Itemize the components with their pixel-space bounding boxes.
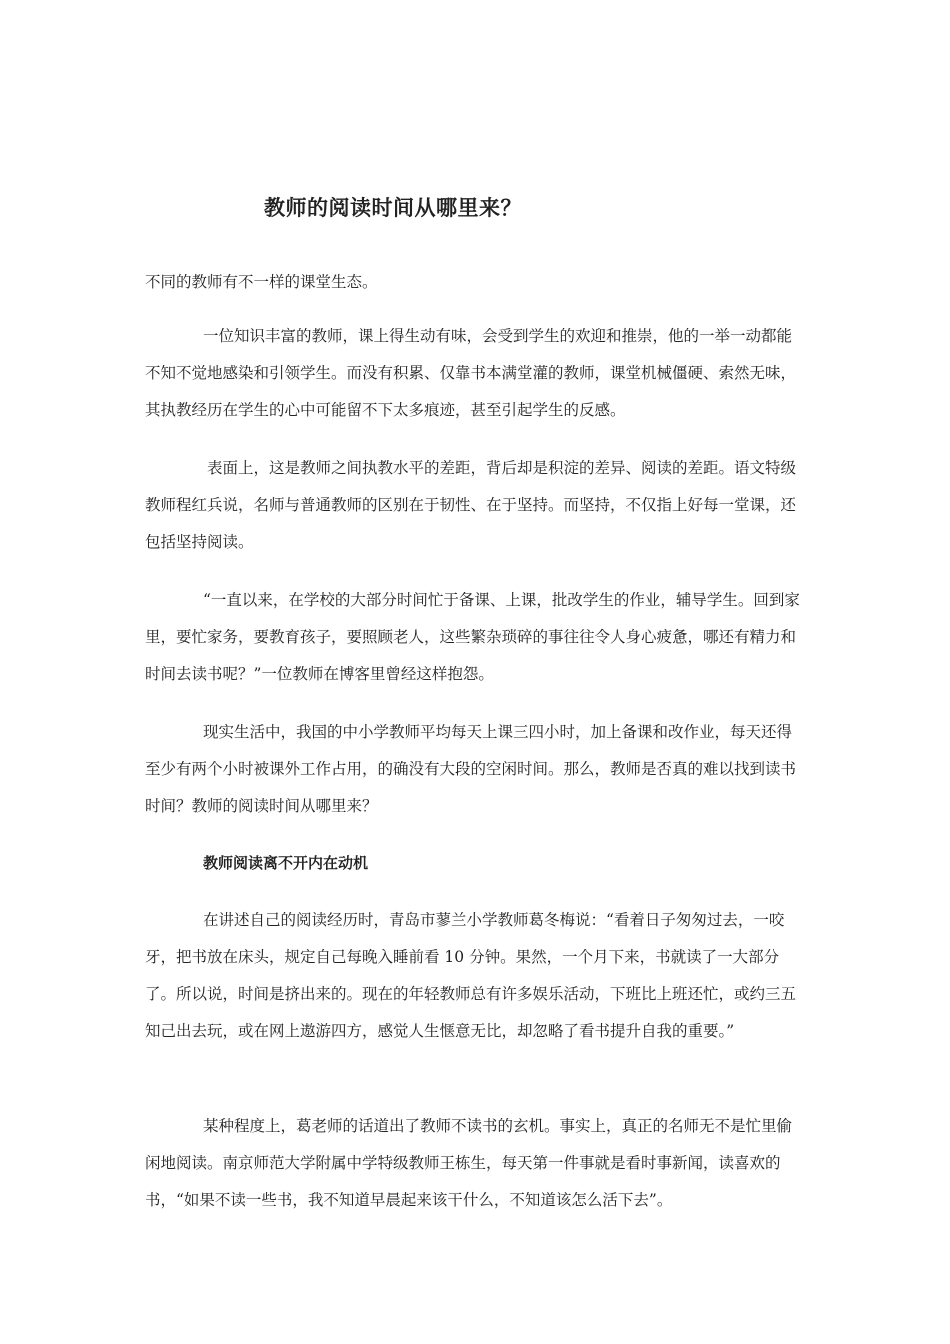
page-title: 教师的阅读时间从哪里来？ <box>264 196 522 220</box>
paragraph-5: 在讲述自己的阅读经历时，青岛市蓼兰小学教师葛冬梅说：“看着日子匆匆过去，一咬牙，把书放在床头，规定自己每晚入睡前看 10 分钟。果然，一个月下来，书就读了一大部分了。所以说，时间是挤出来的。现在的年轻教师总有许多娱乐活动，下班比上班还忙，或约三五知己出去玩，或在网上遨游四方，感觉人生惬意无比，却忽略了看书提升自我的重要。” <box>145 911 797 1040</box>
paragraph-4: 现实生活中，我国的中小学教师平均每天上课三四小时，加上备课和改作业，每天还得至少有两个小时被课外工作占用，的确没有大段的空闲时间。那么，教师是否真的难以找到读书时间？教师的阅读时间从哪里来？ <box>145 723 797 815</box>
intro-paragraph: 不同的教师有不一样的课堂生态。 <box>145 273 378 291</box>
paragraph-3: “一直以来，在学校的大部分时间忙于备课、上课，批改学生的作业，辅导学生。回到家里，要忙家务，要教育孩子，要照顾老人，这些繁杂琐碎的事往往令人身心疲惫，哪还有精力和时间去读书呢？”一位教师在博客里曾经这样抱怨。 <box>145 591 800 683</box>
paragraph-6: 某种程度上，葛老师的话道出了教师不读书的玄机。事实上，真正的名师无不是忙里偷闲地阅读。南京师范大学附属中学特级教师王栋生，每天第一件事就是看时事新闻，读喜欢的书，“如果不读一些书，我不知道早晨起来该干什么，不知道该怎么活下去”。 <box>145 1117 793 1209</box>
paragraph-2: 表面上，这是教师之间执教水平的差距，背后却是积淀的差异、阅读的差距。语文特级教师程红兵说，名师与普通教师的区别在于韧性、在于坚持。而坚持，不仅指上好每一堂课，还包括坚持阅读。 <box>145 459 797 551</box>
section-heading: 教师阅读离不开内在动机 <box>203 854 369 872</box>
paragraph-1: 一位知识丰富的教师，课上得生动有味，会受到学生的欢迎和推崇，他的一举一动都能不知不觉地感染和引领学生。而没有积累、仅靠书本满堂灌的教师，课堂机械僵硬、索然无味，其执教经历在学生的心中可能留不下太多痕迹，甚至引起学生的反感。 <box>145 327 797 419</box>
